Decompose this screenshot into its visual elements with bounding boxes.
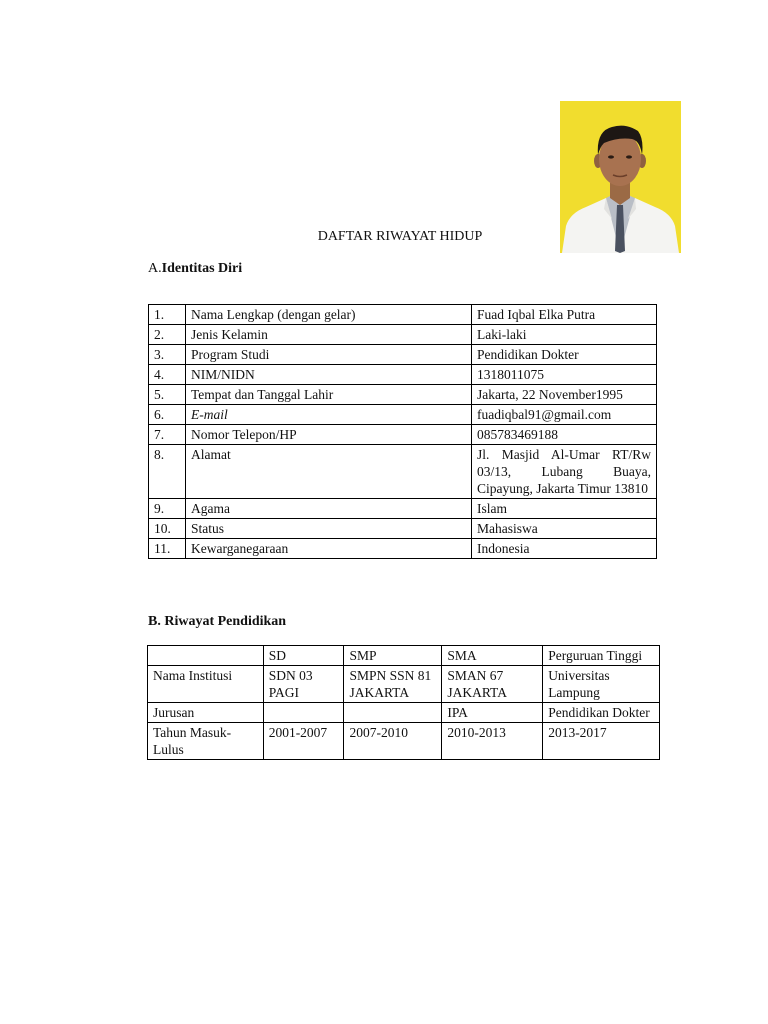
field-label: NIM/NIDN [186, 365, 472, 385]
table-row [149, 519, 657, 539]
field-label: Jenis Kelamin [186, 325, 472, 345]
row-number: 9. [149, 499, 186, 519]
row-number: 3. [149, 345, 186, 365]
table-cell [344, 703, 442, 723]
header-cell: Perguruan Tinggi [543, 646, 660, 666]
field-label: Program Studi [186, 345, 472, 365]
row-number: 7. [149, 425, 186, 445]
field-label: Kewarganegaraan [186, 539, 472, 559]
table-header-row [148, 646, 660, 666]
section-a-dot: . [158, 261, 162, 276]
field-value: Mahasiswa [472, 519, 657, 539]
table-row [149, 345, 657, 365]
field-value: Indonesia [472, 539, 657, 559]
table-cell: 2013-2017 [543, 723, 660, 760]
field-label: Status [186, 519, 472, 539]
field-value: Pendidikan Dokter [472, 345, 657, 365]
table-row [149, 499, 657, 519]
table-row [148, 703, 660, 723]
field-value: 085783469188 [472, 425, 657, 445]
section-a-heading [148, 261, 242, 277]
document-title: DAFTAR RIWAYAT HIDUP [317, 229, 483, 244]
row-number: 8. [149, 445, 186, 499]
table-row [148, 666, 660, 703]
field-value: Jl. Masjid Al-Umar RT/Rw 03/13, Lubang Buaya, Cipayung, Jakarta Timur 13810 [472, 445, 657, 499]
field-value: Islam [472, 499, 657, 519]
field-label: Nama Lengkap (dengan gelar) [186, 305, 472, 325]
section-a-label: Identitas Diri [161, 261, 243, 276]
field-value: 1318011075 [472, 365, 657, 385]
table-row [149, 425, 657, 445]
row-number: 10. [149, 519, 186, 539]
header-cell: SMP [344, 646, 442, 666]
field-value: Laki-laki [472, 325, 657, 345]
field-value: fuadiqbal91@gmail.com [472, 405, 657, 425]
row-number: 1. [149, 305, 186, 325]
education-table [147, 645, 660, 760]
row-number: 4. [149, 365, 186, 385]
field-label: Alamat [186, 445, 472, 499]
table-row [148, 723, 660, 760]
table-row [149, 325, 657, 345]
section-b-heading: B. Riwayat Pendidikan [148, 614, 287, 629]
table-cell: Pendidikan Dokter [543, 703, 660, 723]
row-number: 11. [149, 539, 186, 559]
field-value: Jakarta, 22 November1995 [472, 385, 657, 405]
field-label: Agama [186, 499, 472, 519]
table-cell: Tahun Masuk-Lulus [148, 723, 264, 760]
field-label: Nomor Telepon/HP [186, 425, 472, 445]
row-number: 5. [149, 385, 186, 405]
email-label: E-mail [191, 407, 228, 422]
table-cell: Nama Institusi [148, 666, 264, 703]
table-cell: IPA [442, 703, 543, 723]
table-row [149, 385, 657, 405]
header-cell: SD [263, 646, 344, 666]
section-a-prefix: A [148, 261, 159, 276]
header-cell [148, 646, 264, 666]
table-cell: Universitas Lampung [543, 666, 660, 703]
field-value: Fuad Iqbal Elka Putra [472, 305, 657, 325]
table-cell: SMAN 67 JAKARTA [442, 666, 543, 703]
field-label: Tempat dan Tanggal Lahir [186, 385, 472, 405]
identity-table [148, 304, 657, 559]
row-number: 6. [149, 405, 186, 425]
table-cell: 2010-2013 [442, 723, 543, 760]
table-row [149, 539, 657, 559]
table-cell: SMPN SSN 81 JAKARTA [344, 666, 442, 703]
table-row [149, 445, 657, 499]
header-cell: SMA [442, 646, 543, 666]
table-cell: 2001-2007 [263, 723, 344, 760]
table-row [149, 405, 657, 425]
table-cell: SDN 03 PAGI [263, 666, 344, 703]
table-row [149, 365, 657, 385]
table-cell: 2007-2010 [344, 723, 442, 760]
row-number: 2. [149, 325, 186, 345]
table-row [149, 305, 657, 325]
field-label [186, 405, 472, 425]
table-cell: Jurusan [148, 703, 264, 723]
table-cell [263, 703, 344, 723]
